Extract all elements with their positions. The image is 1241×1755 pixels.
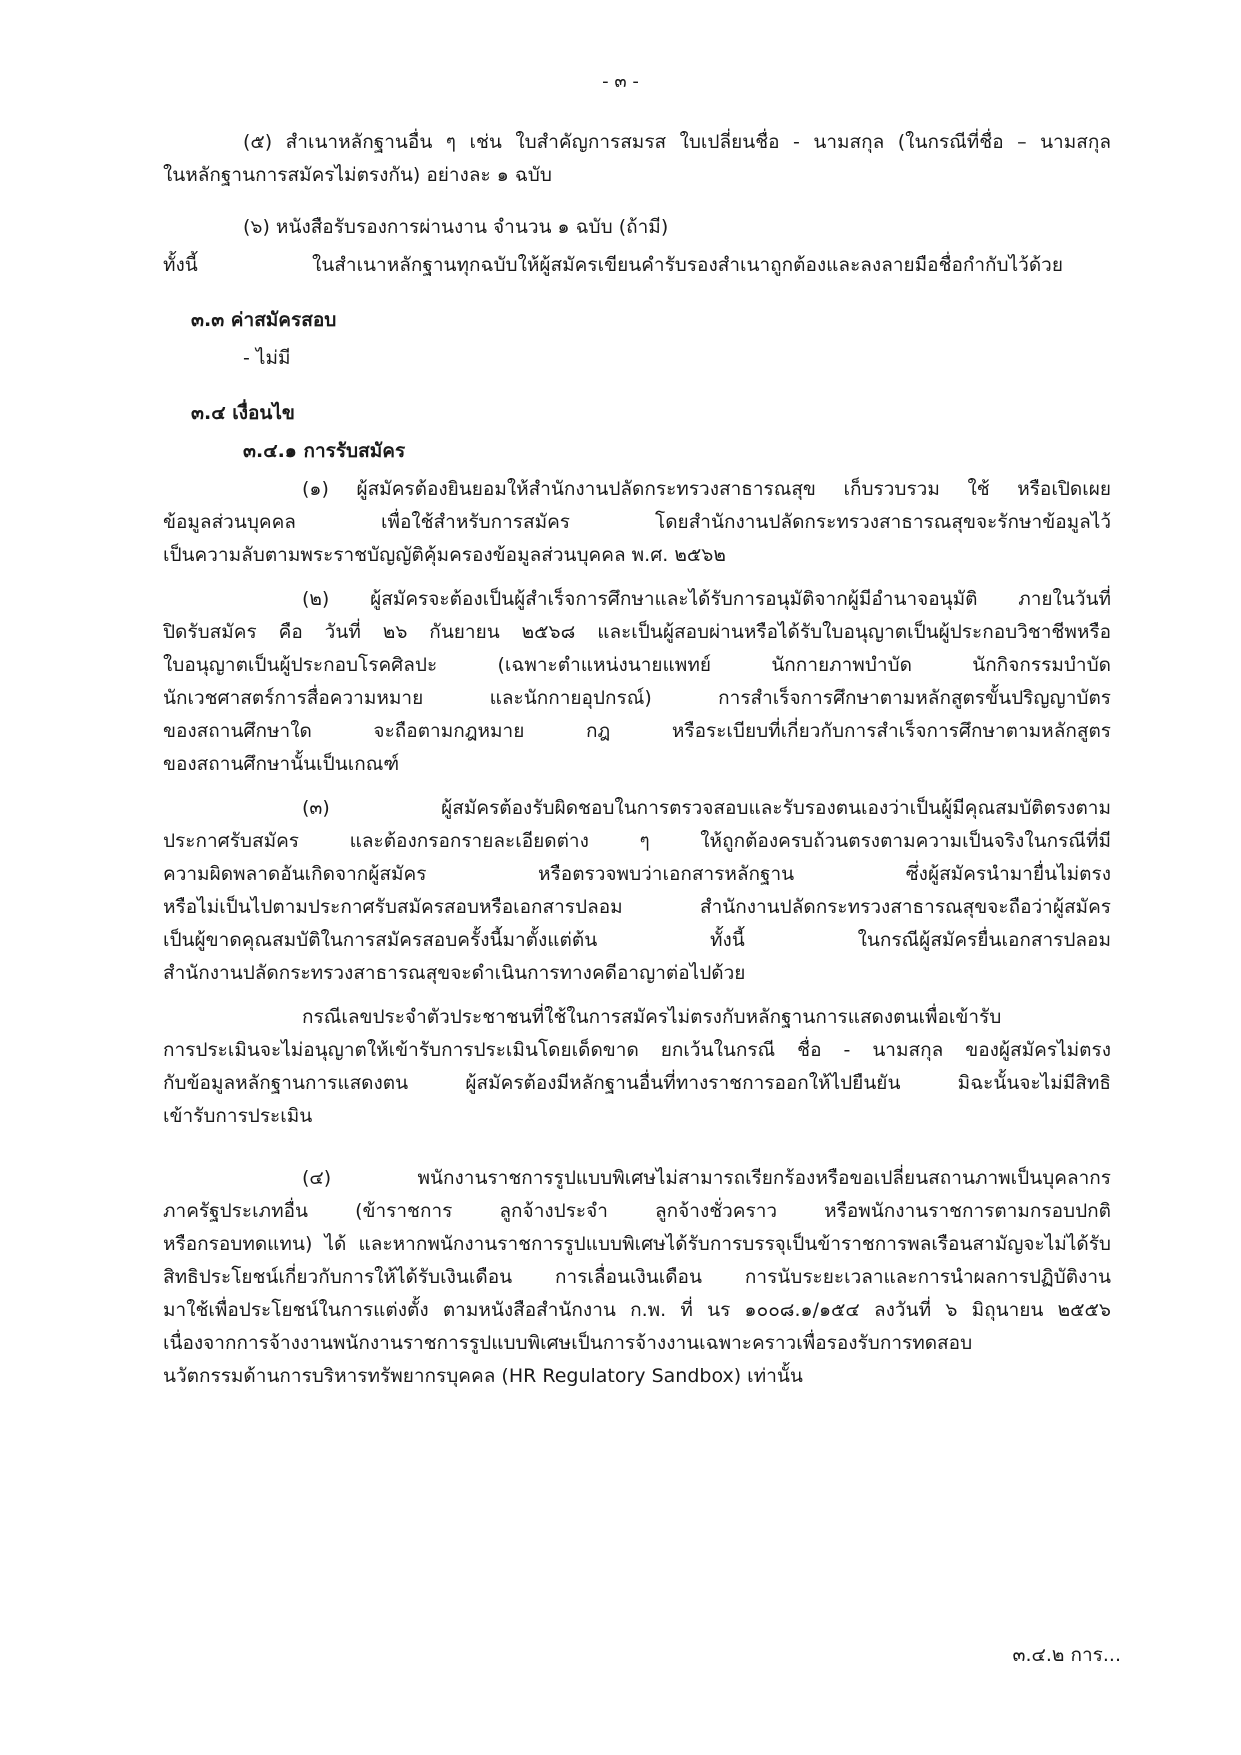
heading-3-4: ๓.๔ เงื่อนไข: [191, 402, 295, 424]
cond-2-line-1: (๒) ผู้สมัครจะต้องเป็นผู้สำเร็จการศึกษาและได้รับการอนุมัติจากผู้มีอำนาจอนุมัติ ภายในวันที่: [302, 588, 1111, 610]
heading-3-4-1: ๓.๔.๑ การรับสมัคร: [243, 440, 406, 462]
cond-2-line-2: ปิดรับสมัคร คือ วันที่ ๒๖ กันยายน ๒๕๖๘ และเป็นผู้สอบผ่านหรือได้รับใบอนุญาตเป็นผู้ประกอบวิชาชีพหรือ: [163, 621, 1111, 643]
continuation-marker: ๓.๔.๒ การ...: [1012, 1644, 1121, 1666]
cond-3-line-4: หรือไม่เป็นไปตามประกาศรับสมัครสอบหรือเอกสารปลอม สำนักงานปลัดกระทรวงสาธารณสุขจะถือว่าผู้สมัคร: [163, 896, 1111, 918]
cond-4-line-1: (๔) พนักงานราชการรูปแบบพิเศษไม่สามารถเรียกร้องหรือขอเปลี่ยนสถานภาพเป็นบุคลากร: [302, 1167, 1111, 1189]
cond-3-line-6: สำนักงานปลัดกระทรวงสาธารณสุขจะดำเนินการทางคดีอาญาต่อไปด้วย: [163, 962, 746, 984]
cond-4-line-2: ภาครัฐประเภทอื่น (ข้าราชการ ลูกจ้างประจำ ลูกจ้างชั่วคราว หรือพนักงานราชการตามกรอบปกติ: [163, 1200, 1111, 1222]
fee-none: - ไม่มี: [243, 347, 291, 369]
item-6-line: (๖) หนังสือรับรองการผ่านงาน จำนวน ๑ ฉบับ (ถ้ามี): [243, 216, 669, 238]
cond-3-line-5: เป็นผู้ขาดคุณสมบัติในการสมัครสอบครั้งนี้มาตั้งแต่ต้น ทั้งนี้ ในกรณีผู้สมัครยื่นเอกสารปลอม: [163, 929, 1111, 951]
cond-4-line-7: นวัตกรรมด้านการบริหารทรัพยากรบุคคล (HR Regulatory Sandbox) เท่านั้น: [163, 1365, 803, 1387]
cond-4-line-6: เนื่องจากการจ้างงานพนักงานราชการรูปแบบพิเศษเป็นการจ้างงานเฉพาะคราวเพื่อรองรับการทดสอบ: [163, 1332, 973, 1354]
id-para-line-2: การประเมินจะไม่อนุญาตให้เข้ารับการประเมินโดยเด็ดขาด ยกเว้นในกรณี ชื่อ - นามสกุล ของผู้สมัครไม่ตรง: [163, 1039, 1111, 1061]
cond-1-line-2: ข้อมูลส่วนบุคคล เพื่อใช้สำหรับการสมัคร โดยสำนักงานปลัดกระทรวงสาธารณสุขจะรักษาข้อมูลไว้: [163, 511, 1111, 533]
cond-3-line-1: (๓) ผู้สมัครต้องรับผิดชอบในการตรวจสอบและรับรองตนเองว่าเป็นผู้มีคุณสมบัติตรงตาม: [302, 797, 1111, 819]
cond-2-line-5: ของสถานศึกษาใด จะถือตามกฎหมาย กฎ หรือระเบียบที่เกี่ยวกับการสำเร็จการศึกษาตามหลักสูตร: [163, 720, 1111, 742]
item-5-line-2: ในหลักฐานการสมัครไม่ตรงกัน) อย่างละ ๑ ฉบับ: [163, 164, 552, 186]
id-para-line-1: กรณีเลขประจำตัวประชาชนที่ใช้ในการสมัครไม่ตรงกับหลักฐานการแสดงตนเพื่อเข้ารับ: [302, 1006, 1002, 1028]
cond-4-line-3: หรือกรอบทดแทน) ได้ และหากพนักงานราชการรูปแบบพิเศษได้รับการบรรจุเป็นข้าราชการพลเรือนสามัญจะไม่ได้รับ: [163, 1233, 1111, 1255]
cond-3-line-3: ความผิดพลาดอันเกิดจากผู้สมัคร หรือตรวจพบว่าเอกสารหลักฐาน ซึ่งผู้สมัครนำมายื่นไม่ตรง: [163, 863, 1111, 885]
heading-3-3: ๓.๓ ค่าสมัครสอบ: [191, 309, 337, 331]
cond-1-line-3: เป็นความลับตามพระราชบัญญัติคุ้มครองข้อมูลส่วนบุคคล พ.ศ. ๒๕๖๒: [163, 544, 726, 566]
item-5-line-1: (๕) สำเนาหลักฐานอื่น ๆ เช่น ใบสำคัญการสมรส ใบเปลี่ยนชื่อ - นามสกุล (ในกรณีที่ชื่อ – นามสกุล: [243, 131, 1111, 153]
cond-4-line-5: มาใช้เพื่อประโยชน์ในการแต่งตั้ง ตามหนังสือสำนักงาน ก.พ. ที่ นร ๑๐๐๘.๑/๑๕๔ ลงวันที่ ๖ มิถุนายน ๒๕๕๖: [163, 1299, 1111, 1321]
cond-2-line-6: ของสถานศึกษานั้นเป็นเกณฑ์: [163, 753, 400, 775]
page-number: - ๓ -: [602, 71, 639, 92]
certify-note: ทั้งนี้ ในสำเนาหลักฐานทุกฉบับให้ผู้สมัครเขียนคำรับรองสำเนาถูกต้องและลงลายมือชื่อกำกับไว้ด้วย: [163, 254, 1063, 276]
cond-1-line-1: (๑) ผู้สมัครต้องยินยอมให้สำนักงานปลัดกระทรวงสาธารณสุข เก็บรวบรวม ใช้ หรือเปิดเผย: [302, 478, 1111, 500]
cond-4-line-4: สิทธิประโยชน์เกี่ยวกับการให้ได้รับเงินเดือน การเลื่อนเงินเดือน การนับระยะเวลาและการนำผลการปฏิบัติงาน: [163, 1266, 1111, 1288]
cond-2-line-3: ใบอนุญาตเป็นผู้ประกอบโรคศิลปะ (เฉพาะตำแหน่งนายแพทย์ นักกายภาพบำบัด นักกิจกรรมบำบัด: [163, 654, 1111, 676]
id-para-line-3: กับข้อมูลหลักฐานการแสดงตน ผู้สมัครต้องมีหลักฐานอื่นที่ทางราชการออกให้ไปยืนยัน มิฉะนั้นจะไม่มีสิทธิ: [163, 1072, 1111, 1094]
cond-2-line-4: นักเวชศาสตร์การสื่อความหมาย และนักกายอุปกรณ์) การสำเร็จการศึกษาตามหลักสูตรขั้นปริญญาบัตร: [163, 687, 1111, 709]
id-para-line-4: เข้ารับการประเมิน: [163, 1105, 313, 1127]
cond-3-line-2: ประกาศรับสมัคร และต้องกรอกรายละเอียดต่าง ๆ ให้ถูกต้องครบถ้วนตรงตามความเป็นจริงในกรณีที่มี: [163, 830, 1111, 852]
